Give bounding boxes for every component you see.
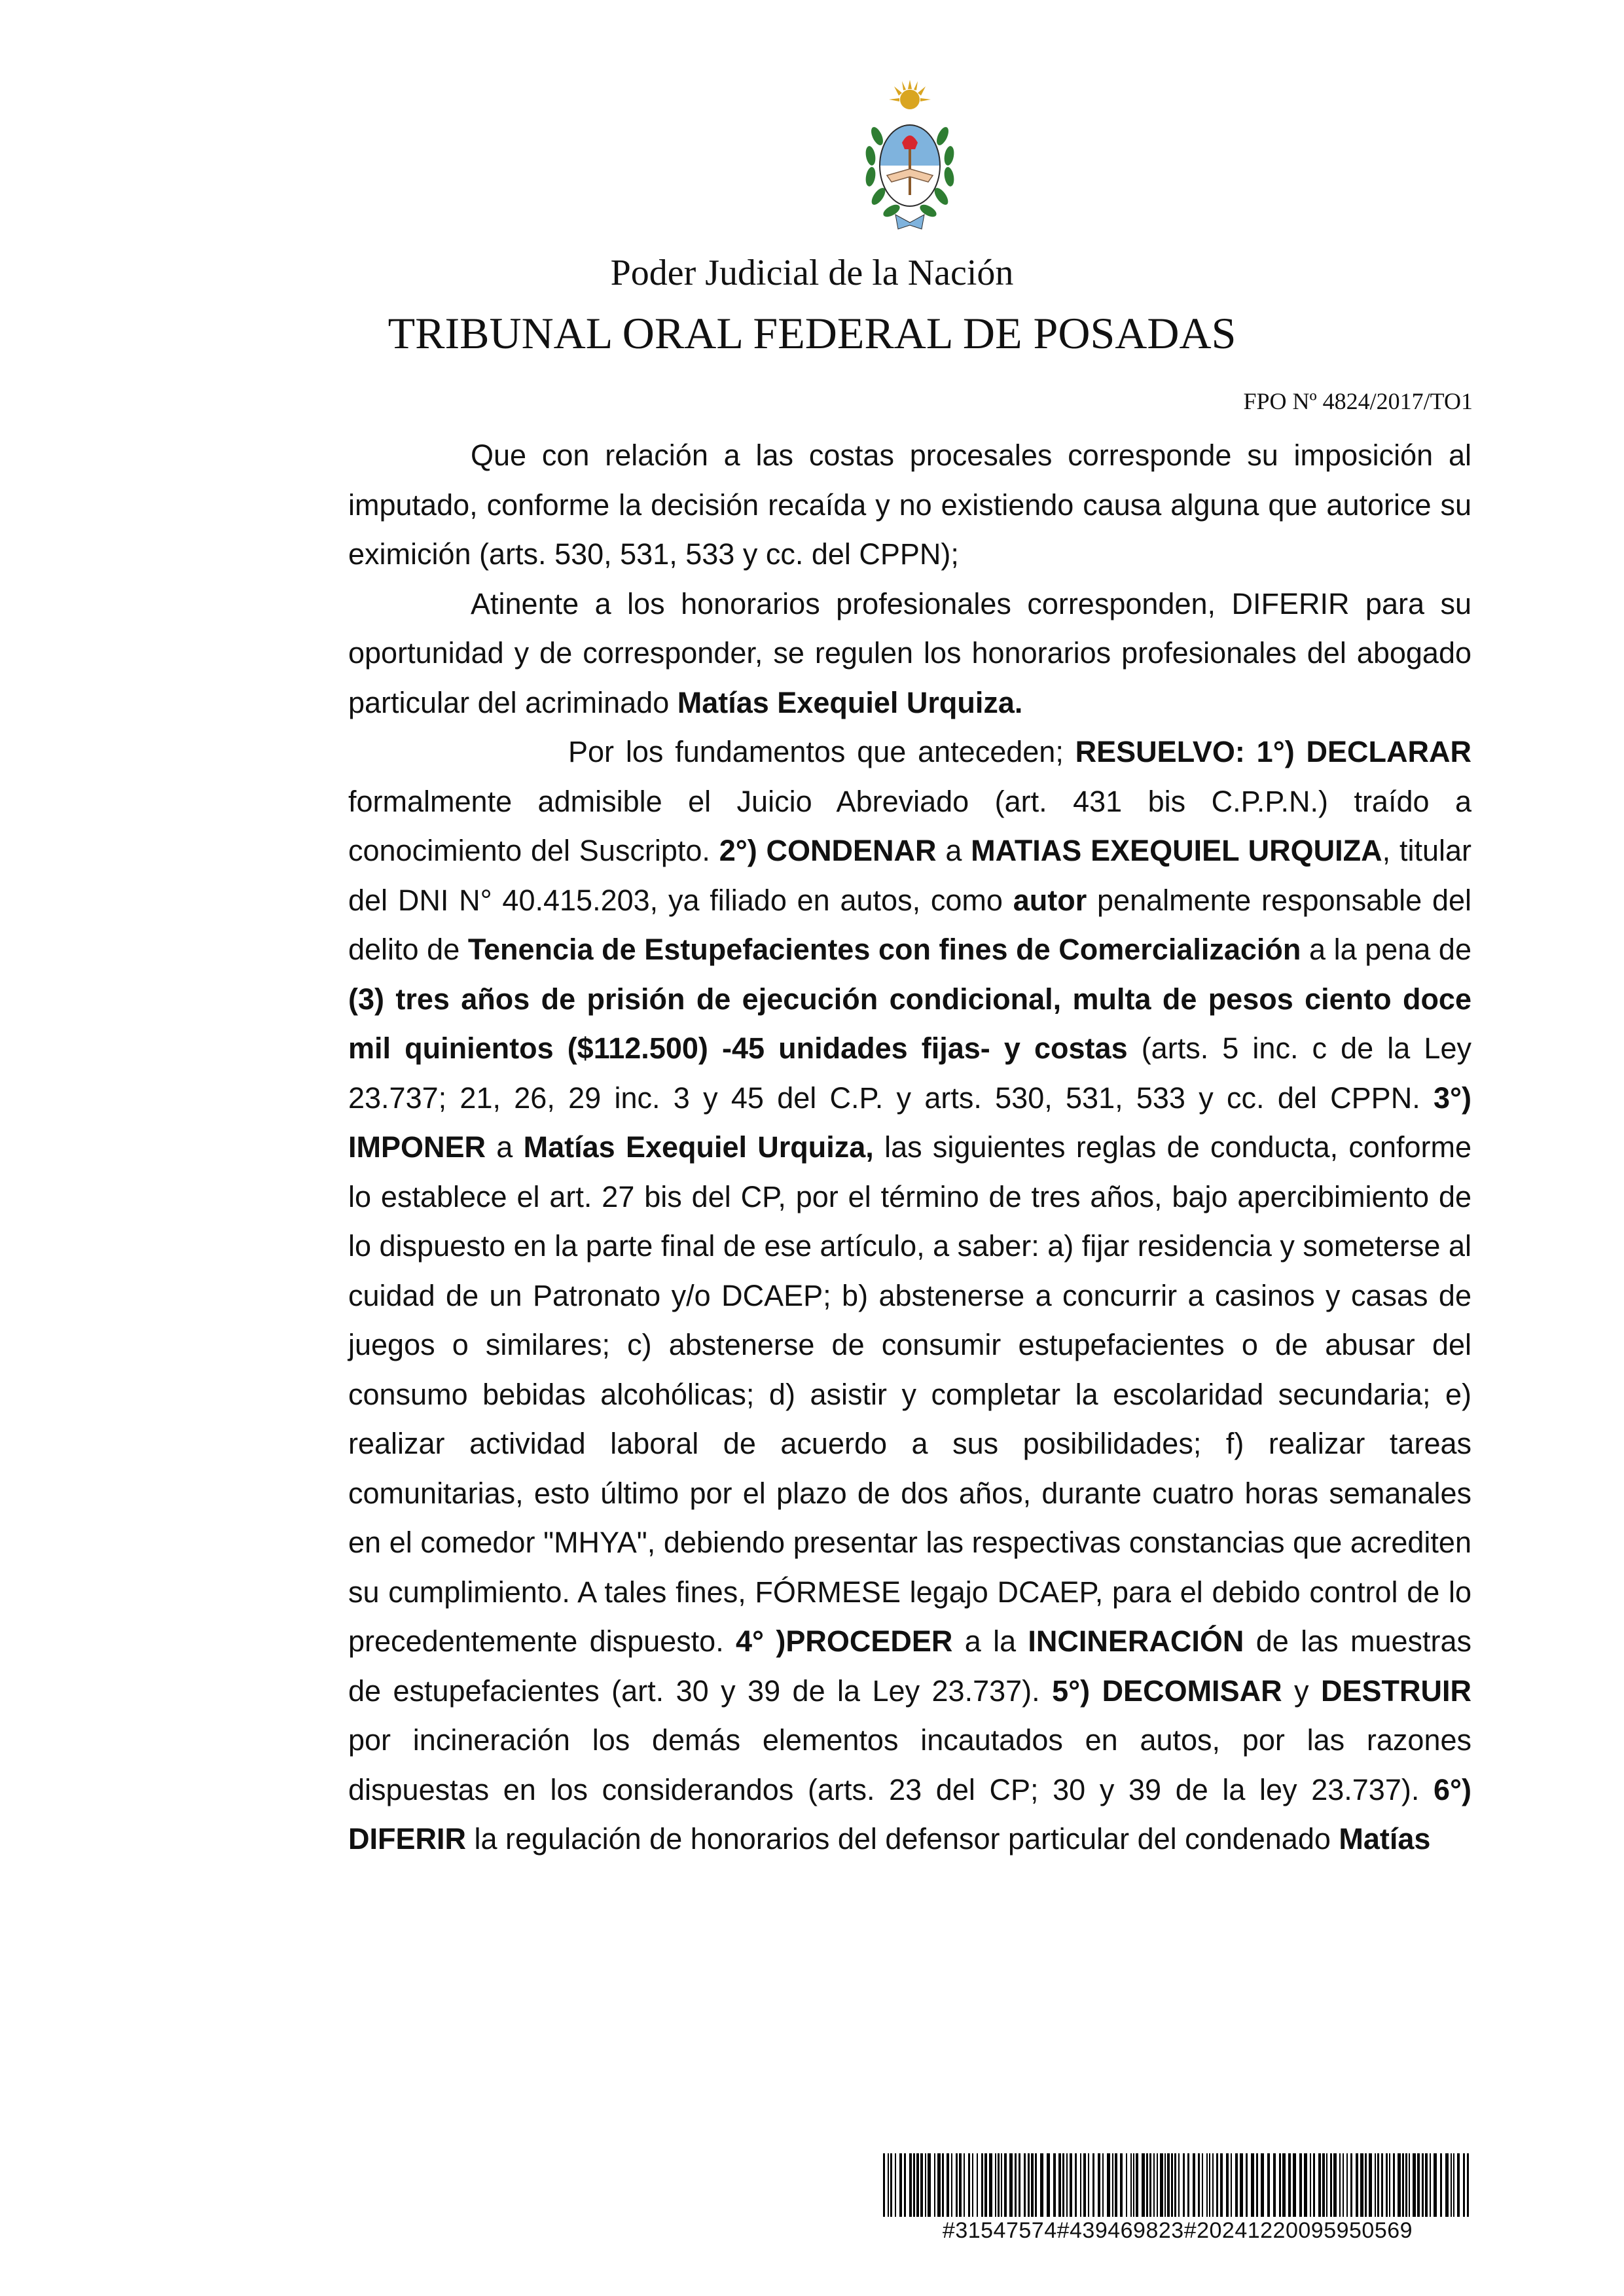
text-segment: la regulación de honorarios del defensor particular del condenado (466, 1822, 1339, 1856)
paragraph-honorarios (348, 579, 1471, 728)
text-segment: a (486, 1130, 524, 1164)
text-segment: a (936, 834, 971, 867)
bold-segment: Matías Exequiel Urquiza, (523, 1130, 874, 1164)
court-name: TRIBUNAL ORAL FEDERAL DE POSADAS (388, 308, 1236, 358)
argentina-coat-of-arms-icon (851, 77, 969, 247)
barcode-block (883, 2153, 1472, 2244)
text-segment: las siguientes reglas de conducta, conforme lo establece el art. 27 bis del CP, por el término de tres años, bajo apercibimiento de lo dispuesto en la parte final de ese artículo, a saber: a) fijar residencia y someterse al cuidad de un Patronato y/o DCAEP; b) abstenerse a concurrir a casinos y casas de juegos o similares; c) abstenerse de consumir estupefacientes o de abusar del consumo bebidas alcohólicas; d) asistir y completar la escolaridad secundaria; e) realizar actividad laboral de acuerdo a sus posibilidades; f) realizar tareas comunitarias, esto último por el plazo de dos años, durante cuatro horas semanales en el comedor "MHYA", debiendo presentar las respectivas constancias que acrediten su cumplimiento. A tales fines, FÓRMESE legajo DCAEP, para el debido control de lo precedentemente dispuesto. (348, 1130, 1471, 1658)
text-segment: de las muestras de estupefacientes (art. 30 y 39 de la Ley 23.737). (348, 1624, 1472, 1708)
document-body (348, 431, 1471, 1864)
bold-segment: DESTRUIR (1320, 1674, 1471, 1708)
text-segment: (arts. 5 inc. c de la Ley 23.737; 21, 26, 29 inc. 3 y 45 del C.P. y arts. 530, 531, 533 y cc. del CPPN. (348, 1031, 1471, 1115)
bold-segment: RESUELVO: 1°) DECLARAR (1075, 735, 1471, 768)
text-segment: penalmente responsable del delito de (348, 883, 1472, 966)
text-segment: a la (952, 1624, 1028, 1658)
text-segment: a la pena de (1301, 933, 1471, 966)
bold-segment: 5°) DECOMISAR (1052, 1674, 1282, 1708)
barcode-icon (883, 2153, 1472, 2217)
bold-segment: Matías (1339, 1822, 1431, 1856)
bold-segment: 4° )PROCEDER (736, 1624, 953, 1658)
bold-segment: 3°) IMPONER (348, 1081, 1471, 1164)
bold-segment: (3) tres años de prisión de ejecución condicional, multa de pesos ciento doce mil quinientos ($112.500) -45 unidades fijas- y costas (348, 982, 1471, 1065)
institution-name: Poder Judicial de la Nación (610, 253, 1014, 293)
paragraph-honorarios-text: Atinente a los honorarios profesionales corresponden, DIFERIR para su oportunidad y de corresponder, se regulen los honorarios profesionales del abogado particular del acriminado (348, 586, 1471, 719)
defendant-name: Matías Exequiel Urquiza. (677, 685, 1023, 719)
text-segment: , titular del DNI N° 40.415.203, ya filiado en autos, como (348, 834, 1472, 917)
case-number: FPO Nº 4824/2017/TO1 (1243, 388, 1473, 414)
bold-segment: MATIAS EXEQUIEL URQUIZA (971, 834, 1382, 867)
text-segment: y (1282, 1674, 1321, 1708)
bold-segment: Tenencia de Estupefacientes con fines de Comercialización (467, 933, 1301, 966)
text-segment: formalmente admisible el Juicio Abreviado (art. 431 bis C.P.P.N.) traído a conocimiento del Suscripto. (348, 784, 1471, 867)
bold-segment: 6°) DIFERIR (348, 1772, 1471, 1856)
bold-segment: INCINERACIÓN (1028, 1624, 1244, 1658)
barcode-text: #31547574#439469823#20241220095950569 (942, 2218, 1413, 2243)
text-segment: Por los fundamentos que anteceden; (568, 735, 1075, 768)
bold-segment: autor (1013, 883, 1087, 917)
paragraph-resolucion (348, 727, 1471, 1864)
text-segment: por incineración los demás elementos incautados en autos, por las razones dispuestas en los considerandos (arts. 23 del CP; 30 y 39 de la ley 23.737). (348, 1723, 1471, 1806)
paragraph-costas: Que con relación a las costas procesales corresponde su imposición al imputado, conforme la decisión recaída y no existiendo causa alguna que autorice su eximición (arts. 530, 531, 533 y cc. del CPPN); (348, 439, 1471, 571)
bold-segment: 2°) CONDENAR (719, 834, 937, 867)
